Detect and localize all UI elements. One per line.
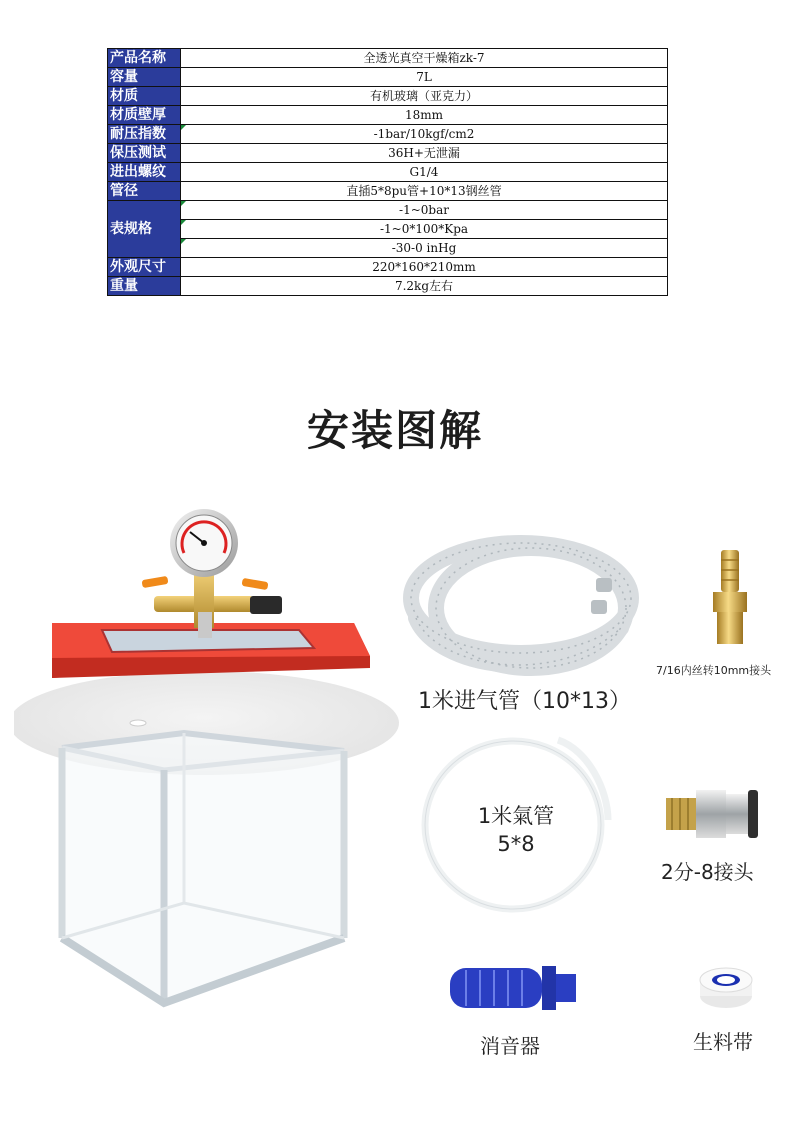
table-row <box>108 258 668 277</box>
table-row <box>108 239 668 258</box>
table-row <box>108 87 668 106</box>
inlet-hose-image <box>396 518 651 690</box>
pu-tube-caption-line2: 5*8 <box>497 832 535 856</box>
spec-key: 材质 <box>108 87 181 106</box>
spec-key: 材质壁厚 <box>108 106 181 125</box>
table-row <box>108 201 668 220</box>
inlet-hose-caption: 1米进气管（10*13） <box>418 689 631 714</box>
pu-tube-caption-line1: 1米氣管 <box>477 804 555 828</box>
adapter-caption: 7/16内丝转10mm接头 <box>656 664 772 677</box>
brass-adapter-image <box>705 548 755 648</box>
table-row <box>108 49 668 68</box>
table-row <box>108 277 668 296</box>
table-row <box>108 68 668 87</box>
spec-key: 管径 <box>108 182 181 201</box>
spec-key: 进出螺纹 <box>108 163 181 182</box>
table-row <box>108 163 668 182</box>
spec-value: 220*160*210mm <box>181 258 668 277</box>
spec-key: 重量 <box>108 277 181 296</box>
spec-table <box>107 48 668 296</box>
table-row <box>108 125 668 144</box>
spec-key: 产品名称 <box>108 49 181 68</box>
spec-value: 7L <box>181 68 668 87</box>
spec-value: 直插5*8pu管+10*13钢丝管 <box>181 182 668 201</box>
spec-value: -1~0bar <box>181 201 668 220</box>
spec-value: 有机玻璃（亚克力） <box>181 87 668 106</box>
spec-value: G1/4 <box>181 163 668 182</box>
table-row <box>108 182 668 201</box>
push-fitting-caption: 2分-8接头 <box>661 860 754 884</box>
spec-key: 外观尺寸 <box>108 258 181 277</box>
spec-key: 保压测试 <box>108 144 181 163</box>
spec-value: 7.2kg左右 <box>181 277 668 296</box>
spec-value: 18mm <box>181 106 668 125</box>
ptfe-tape-caption: 生料带 <box>693 1030 753 1054</box>
table-row <box>108 106 668 125</box>
spec-value: 36H+无泄漏 <box>181 144 668 163</box>
muffler-caption: 消音器 <box>480 1034 540 1058</box>
spec-value: -1bar/10kgf/cm2 <box>181 125 668 144</box>
spec-value: -30-0 inHg <box>181 239 668 258</box>
spec-key: 容量 <box>108 68 181 87</box>
muffler-image <box>446 958 581 1018</box>
section-title: 安装图解 <box>306 406 483 455</box>
push-fitting-image <box>662 784 762 844</box>
spec-value: -1~0*100*Kpa <box>181 220 668 239</box>
table-row <box>108 220 668 239</box>
table-row <box>108 144 668 163</box>
spec-key: 耐压指数 <box>108 125 181 144</box>
spec-value: 全透光真空干燥箱zk-7 <box>181 49 668 68</box>
ptfe-tape-image <box>696 962 756 1012</box>
vacuum-chamber-image <box>14 508 404 1018</box>
spec-key: 表规格 <box>108 201 181 258</box>
